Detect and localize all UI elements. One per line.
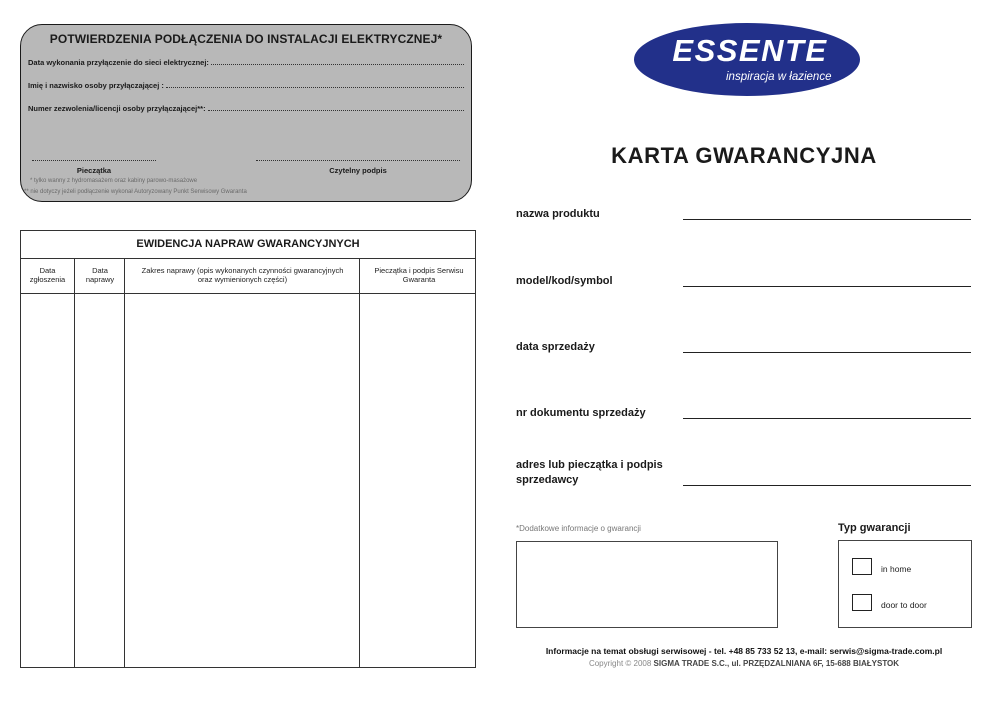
connection-confirmation-box (20, 24, 472, 202)
service-contact-info: Informacje na temat obsługi serwisowej - tel. +48 85 733 52 13, e-mail: serwis@sigma-trade.com.pl (545, 646, 943, 656)
field-label-model-code: model/kod/symbol (516, 275, 613, 287)
brand-logo-name: ESSENTE (672, 33, 828, 68)
connection-note: * tylko wanny z hydromasażem oraz kabiny parowo-masażowe (30, 178, 198, 184)
field-line-sale-document[interactable] (683, 418, 971, 419)
warranty-type-label: Typ gwarancji (838, 522, 911, 534)
signature-line (256, 160, 460, 161)
copyright-line (516, 659, 972, 668)
card-title: KARTA GWARANCYJNA (611, 143, 877, 168)
door-to-door-checkbox[interactable] (852, 594, 872, 611)
field-label-product-name: nazwa produktu (516, 208, 600, 220)
connection-license-label: Numer zezwolenia/licencji osoby przyłączającej**: (28, 104, 206, 113)
extra-info-box[interactable] (516, 541, 778, 628)
door-to-door-option-label: door to door (881, 600, 927, 610)
column-header-report-date: Data zgłoszenia (29, 266, 66, 284)
table-column-divider (124, 258, 125, 668)
in-home-checkbox[interactable] (852, 558, 872, 575)
in-home-option-label: in home (881, 564, 912, 574)
repairs-table (20, 230, 476, 668)
field-line-model-code[interactable] (683, 286, 971, 287)
brand-logo-tagline: inspiracja w łazience (726, 71, 832, 83)
repairs-title: EWIDENCJA NAPRAW GWARANCYJNYCH (136, 238, 360, 250)
copyright-prefix: Copyright © 2008 (588, 659, 652, 668)
connection-date-field[interactable] (28, 58, 466, 67)
stamp-line (32, 160, 156, 161)
warranty-type-box (838, 540, 972, 628)
field-label-sale-document: nr dokumentu sprzedaży (516, 407, 646, 419)
connection-title: POTWIERDZENIA PODŁĄCZENIA DO INSTALACJI ELEKTRYCZNEJ* (49, 32, 443, 46)
column-header-repair-date: Data naprawy (85, 266, 115, 284)
connection-person-field[interactable] (28, 81, 466, 90)
field-line-product-name[interactable] (683, 219, 971, 220)
field-label-seller-signature: adres lub pieczątka i podpis sprzedawcy (516, 459, 663, 486)
copyright-company: SIGMA TRADE S.C., ul. PRZĘDZALNIANA 6F, 15-688 BIAŁYSTOK (653, 659, 900, 668)
extra-info-label: *Dodatkowe informacje o gwarancji (516, 524, 641, 533)
column-header-repair-scope: Zakres naprawy (opis wykonanych czynności gwarancyjnych oraz wymienionych części) (141, 266, 344, 284)
field-line-sale-date[interactable] (683, 352, 971, 353)
table-divider (20, 293, 476, 294)
column-header-service-stamp: Pieczątka i podpis Serwisu Gwaranta (374, 266, 464, 284)
stamp-label: Pieczątka (76, 166, 112, 175)
signature-label: Czytelny podpis (329, 166, 387, 175)
table-column-divider (74, 258, 75, 668)
field-label-sale-date: data sprzedaży (516, 341, 595, 353)
field-line-seller-signature[interactable] (683, 485, 971, 486)
connection-license-field[interactable] (28, 104, 466, 113)
table-divider (20, 258, 476, 259)
table-column-divider (359, 258, 360, 668)
connection-date-label: Data wykonania przyłączenie do sieci elektrycznej: (28, 58, 209, 67)
connection-person-label: Imię i nazwisko osoby przyłączającej : (28, 81, 164, 90)
connection-note: ** nie dotyczy jeżeli podłączenie wykonał Autoryzowany Punkt Serwisowy Gwaranta (24, 189, 247, 195)
